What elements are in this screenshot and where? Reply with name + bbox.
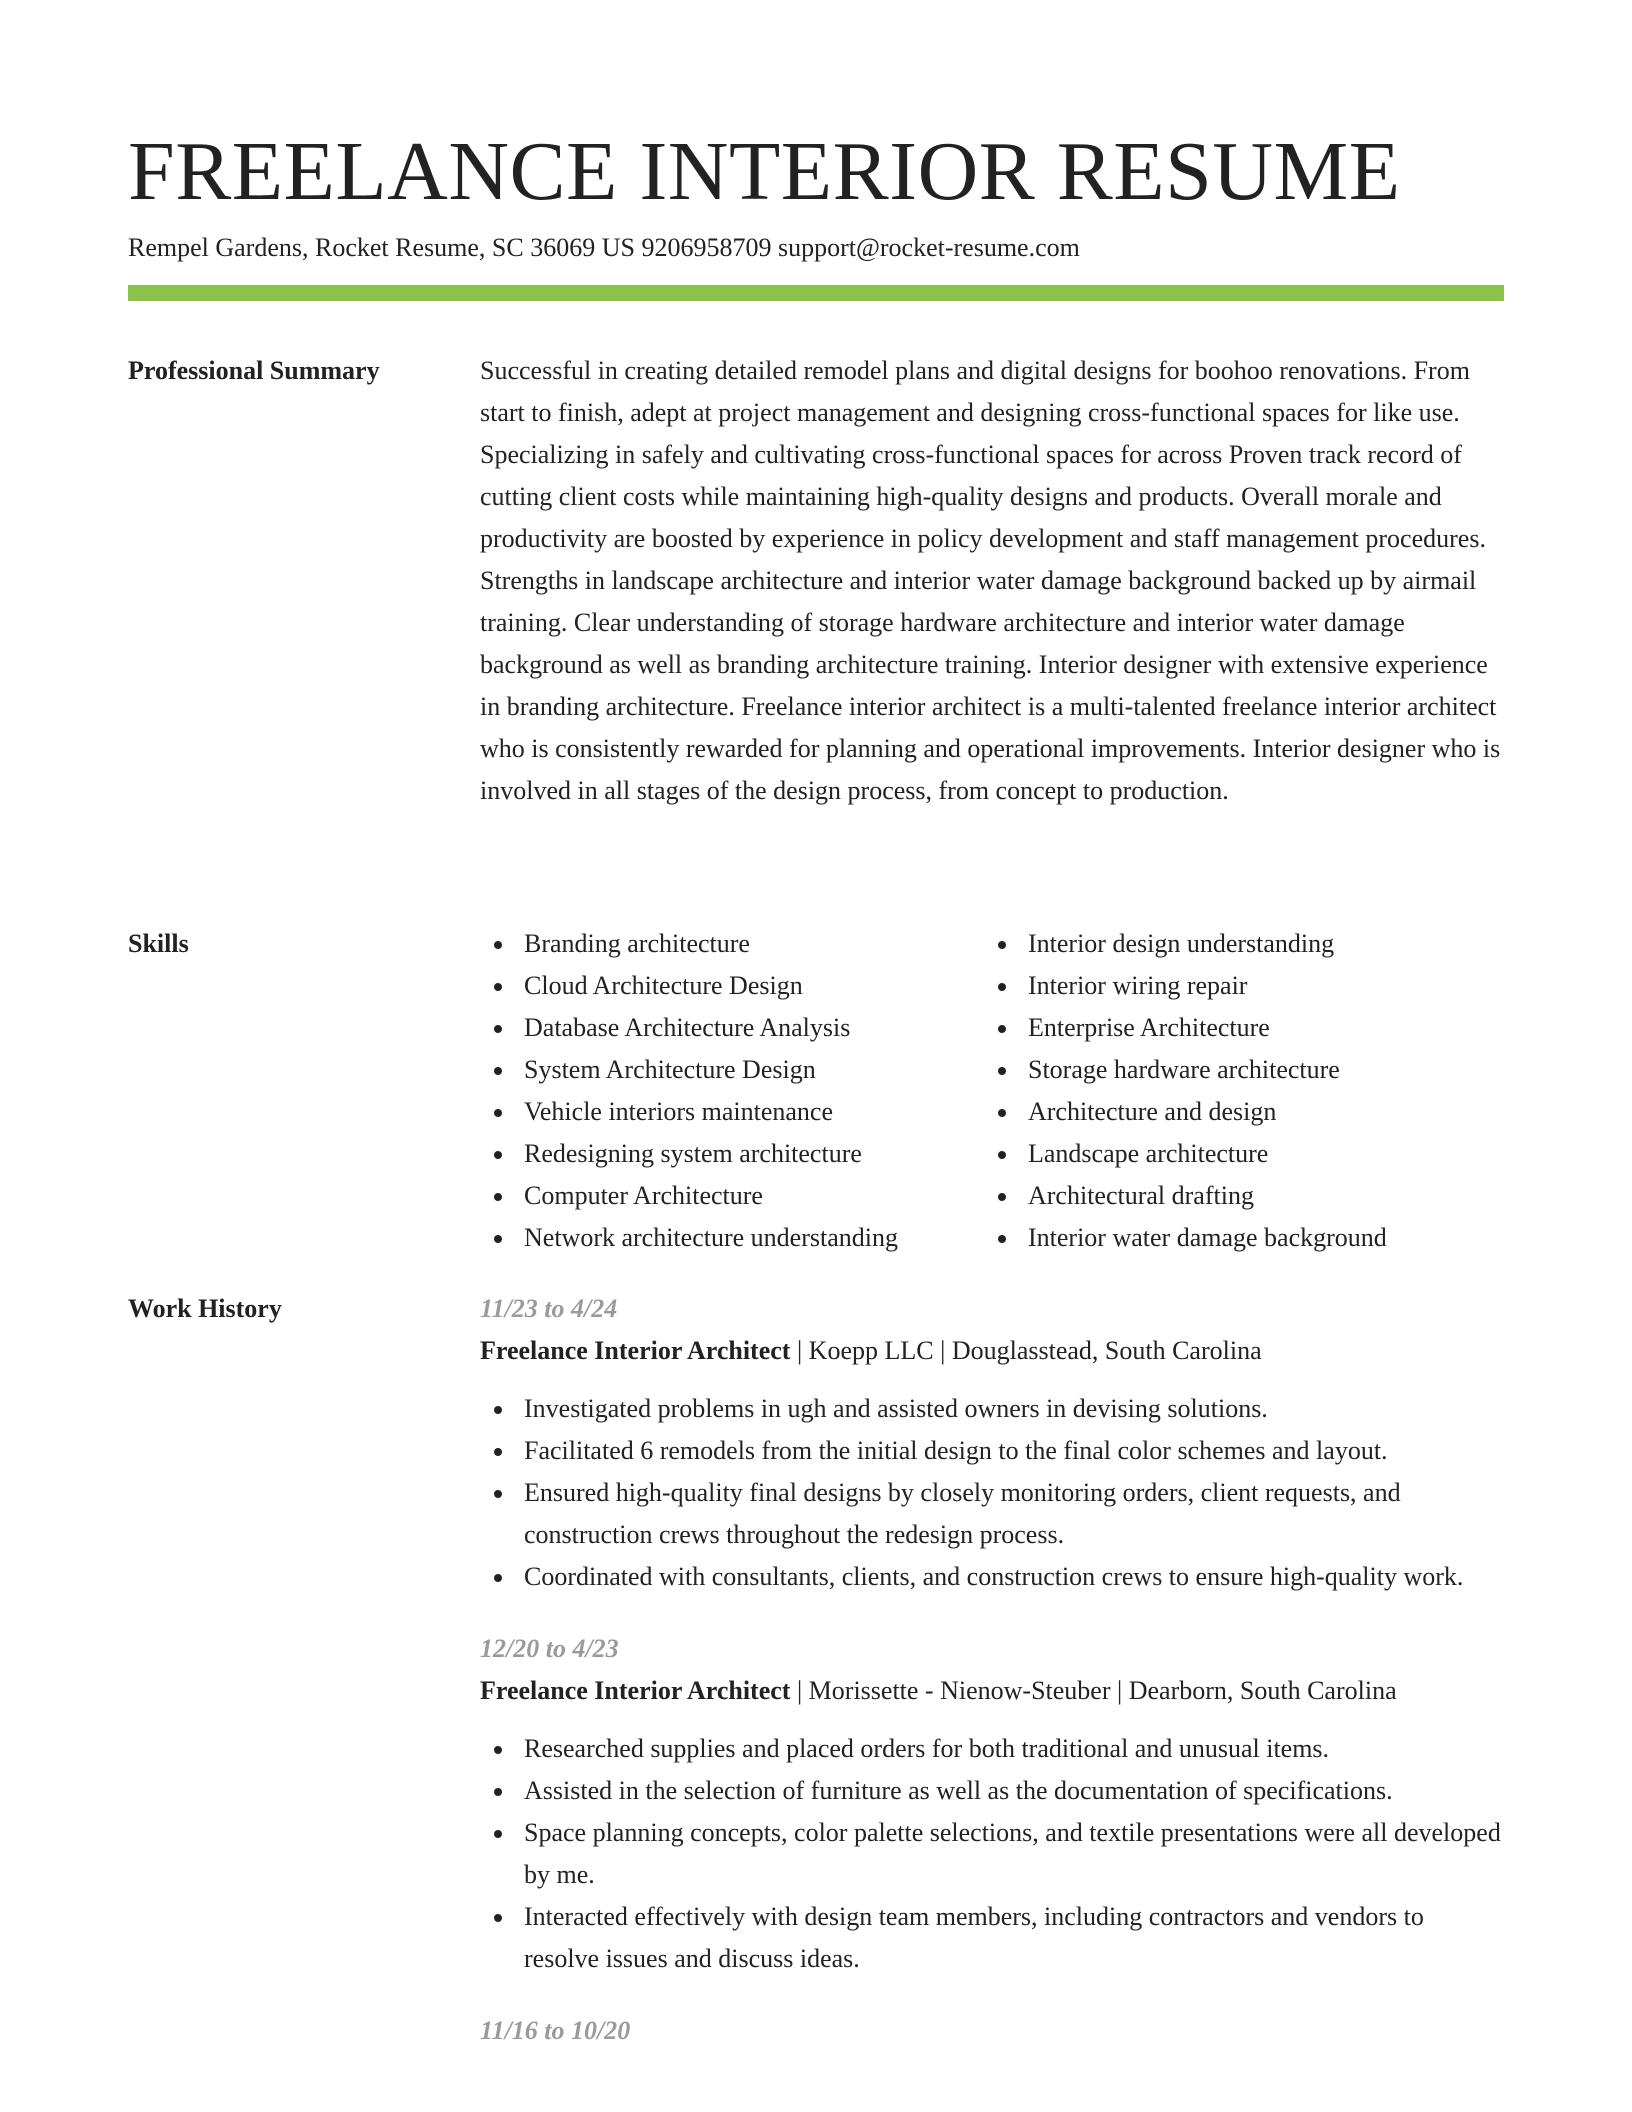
- skill-item: Interior water damage background: [984, 1217, 1504, 1259]
- skill-item: Storage hardware architecture: [984, 1049, 1504, 1091]
- job-company: Morissette - Nienow-Steuber: [808, 1676, 1111, 1705]
- job-entry: [480, 1628, 1504, 1980]
- job-entry: [480, 2010, 1504, 2052]
- job-dates: 11/16 to 10/20: [480, 2016, 631, 2045]
- job-bullet: Coordinated with consultants, clients, and construction crews to ensure high-quality work.: [480, 1556, 1504, 1598]
- job-title: Freelance Interior Architect: [480, 1676, 791, 1705]
- section-label-summary: Professional Summary: [128, 356, 380, 385]
- separator: |: [796, 1336, 809, 1365]
- skill-item: Cloud Architecture Design: [480, 965, 984, 1007]
- separator: |: [796, 1676, 809, 1705]
- skill-item: Landscape architecture: [984, 1133, 1504, 1175]
- job-bullet: Researched supplies and placed orders for both traditional and unusual items.: [480, 1728, 1504, 1770]
- separator: |: [940, 1336, 952, 1365]
- resume-title: FREELANCE INTERIOR RESUME: [128, 125, 1401, 218]
- contact-line: Rempel Gardens, Rocket Resume, SC 36069 US 9206958709 support@rocket-resume.com: [128, 233, 1080, 262]
- job-bullets: [480, 1388, 1504, 1598]
- skill-item: Architecture and design: [984, 1091, 1504, 1133]
- job-header: [480, 1330, 1504, 1372]
- job-location: Dearborn, South Carolina: [1128, 1676, 1397, 1705]
- skill-item: Redesigning system architecture: [480, 1133, 984, 1175]
- skills-list-right: [984, 923, 1504, 1259]
- job-bullets: [480, 1728, 1504, 1980]
- job-dates: 11/23 to 4/24: [480, 1294, 618, 1323]
- skill-item: Network architecture understanding: [480, 1217, 984, 1259]
- job-header: [480, 1670, 1504, 1712]
- separator: |: [1117, 1676, 1129, 1705]
- skill-item: System Architecture Design: [480, 1049, 984, 1091]
- skill-item: Enterprise Architecture: [984, 1007, 1504, 1049]
- skill-item: Computer Architecture: [480, 1175, 984, 1217]
- skill-item: Branding architecture: [480, 923, 984, 965]
- job-entry: [480, 1288, 1504, 1598]
- skill-item: Interior design understanding: [984, 923, 1504, 965]
- skill-item: Vehicle interiors maintenance: [480, 1091, 984, 1133]
- job-bullet: Facilitated 6 remodels from the initial design to the final color schemes and layout.: [480, 1430, 1504, 1472]
- job-dates: 12/20 to 4/23: [480, 1634, 619, 1663]
- job-bullet: Assisted in the selection of furniture as well as the documentation of specifications.: [480, 1770, 1504, 1812]
- summary-text: Successful in creating detailed remodel plans and digital designs for boohoo renovations. From start to finish, adept at project management and designing cross-functional spaces for like use. Specializing in safely and cultivating cross-functional spaces for across Proven track record of cutting client costs while maintaining high-quality designs and products. Overall morale and productivity are boosted by experience in policy development and staff management procedures. Strengths in landscape architecture and interior water damage background backed up by airmail training. Clear understanding of storage hardware architecture and interior water damage background as well as branding architecture training. Interior designer with extensive experience in branding architecture. Freelance interior architect is a multi-talented freelance interior architect who is consistently rewarded for planning and operational improvements. Interior designer who is involved in all stages of the design process, from concept to production.: [480, 356, 1501, 805]
- job-title: Freelance Interior Architect: [480, 1336, 791, 1365]
- job-bullet: Investigated problems in ugh and assisted owners in devising solutions.: [480, 1388, 1504, 1430]
- section-label-work: Work History: [128, 1294, 282, 1323]
- section-label-skills: Skills: [128, 929, 189, 958]
- job-bullet: Ensured high-quality final designs by closely monitoring orders, client requests, and construction crews throughout the redesign process.: [480, 1472, 1504, 1556]
- job-company: Koepp LLC: [808, 1336, 934, 1365]
- accent-divider: [128, 285, 1504, 301]
- skill-item: Database Architecture Analysis: [480, 1007, 984, 1049]
- skill-item: Architectural drafting: [984, 1175, 1504, 1217]
- skill-item: Interior wiring repair: [984, 965, 1504, 1007]
- job-bullet: Space planning concepts, color palette selections, and textile presentations were all developed by me.: [480, 1812, 1504, 1896]
- job-location: Douglasstead, South Carolina: [951, 1336, 1262, 1365]
- job-bullet: Interacted effectively with design team members, including contractors and vendors to resolve issues and discuss ideas.: [480, 1896, 1504, 1980]
- skills-list-left: [480, 923, 984, 1259]
